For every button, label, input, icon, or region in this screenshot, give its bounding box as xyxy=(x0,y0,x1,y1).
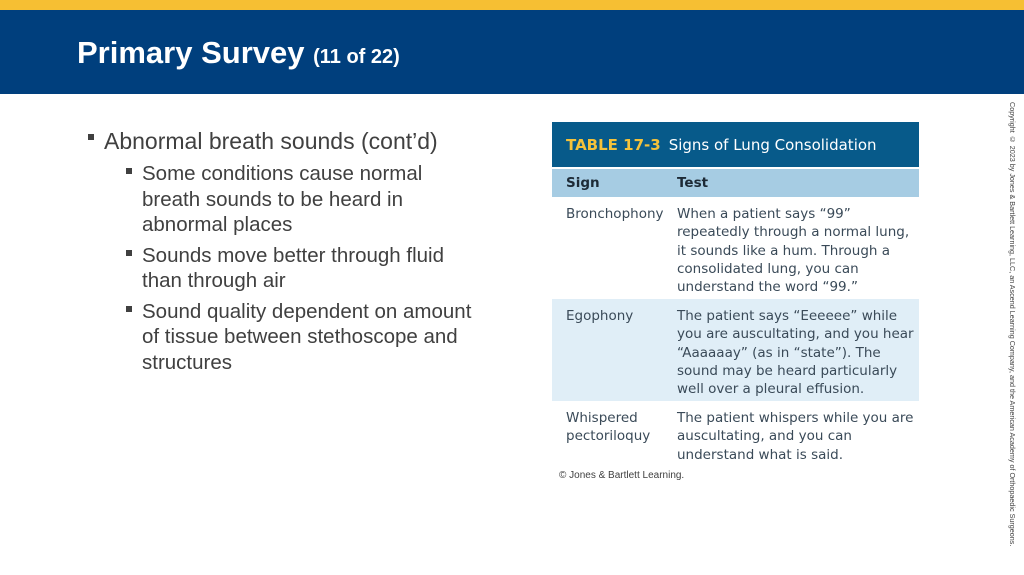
slide-counter: (11 of 22) xyxy=(313,46,400,68)
table-row xyxy=(552,401,919,466)
cell-test: The patient says “Eeeeee” while you are auscultating, and you hear “Aaaaaay” (as in “state”). The sound may be heard particularly well over a pleural effusion. xyxy=(677,308,914,398)
slide-title xyxy=(77,34,400,76)
cell-sign: Whispered pectoriloquy xyxy=(566,410,651,445)
table-column-headers xyxy=(552,167,919,197)
bullet-list xyxy=(86,126,486,375)
table-title: Signs of Lung Consolidation xyxy=(668,135,877,154)
cell-test: The patient whispers while you are auscultating, and you can understand what is said. xyxy=(677,410,914,463)
table-number: TABLE 17-3 xyxy=(566,135,661,154)
sub-bullet: Sound quality dependent on amount of tissue between stethoscope and structures xyxy=(86,299,486,376)
column-header-sign: Sign xyxy=(566,175,600,191)
cell-test: When a patient says “99” repeatedly through a normal lung, it sounds like a hum. Through a consolidated lung, you can understand the word “99.” xyxy=(677,206,910,296)
sub-bullet: Sounds move better through fluid than through air xyxy=(86,243,486,294)
column-header-test: Test xyxy=(677,175,709,191)
table-title-bar xyxy=(552,122,919,167)
cell-sign: Bronchophony xyxy=(566,206,664,222)
table-row xyxy=(552,299,919,401)
table-credit: © Jones & Bartlett Learning. xyxy=(559,470,685,481)
sub-bullet: Some conditions cause normal breath sounds to be heard in abnormal places xyxy=(86,161,486,238)
cell-sign: Egophony xyxy=(566,308,634,324)
table-row xyxy=(552,197,919,299)
top-accent-bar xyxy=(0,0,1024,10)
title-text: Primary Survey xyxy=(77,35,305,70)
copyright-notice: Copyright © 2023 by Jones & Bartlett Learning, LLC, an Ascend Learning Company, and the American Academy of Orthopaedic Surgeons. xyxy=(1008,102,1017,547)
lung-consolidation-table xyxy=(552,122,919,466)
slide-header xyxy=(0,10,1024,94)
bullet-main: Abnormal breath sounds (cont’d) xyxy=(86,126,486,156)
